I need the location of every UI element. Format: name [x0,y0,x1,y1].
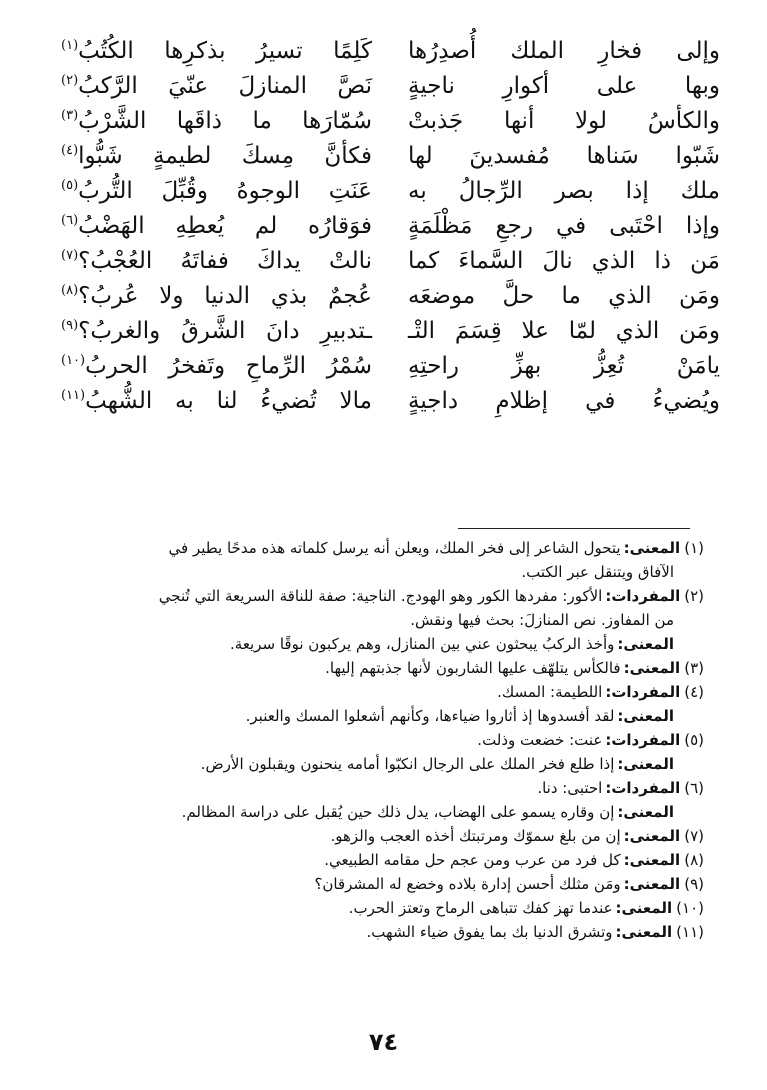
verse-line [60,34,720,69]
footnote-label: المعنى: [623,875,681,893]
verse-second-hemistich [60,69,372,104]
verse-second-hemistich [60,104,372,139]
footnote-number: (٨) [684,851,704,869]
footnote-label: المفردات: [605,779,681,797]
verse-line [60,174,720,209]
footnote-text: إذا طلع فخر الملك على الرجال انكبّوا أمامه ينحنون ويقبلون الأرض. [200,755,615,773]
hemistich-text: مالا تُضيءُ لنا به الشُّهبُ [85,388,372,414]
hemistich-text: نالتْ يداكَ ففاتَهُ العُجْبُ؟ [78,248,372,274]
footnote-reference[interactable]: (٣) [61,108,79,124]
footnote [64,872,704,896]
hemistich-text: كَلِمًا تسيرُ بذكرِها الكُتُبُ [78,38,372,64]
footnote-label: المعنى: [617,707,674,725]
footnote-number: (١٠) [676,899,704,917]
verse-line [60,384,720,419]
footnote-text: ومَن مثلك أحسن إدارة بلاده وخضع له المشرقان؟ [314,875,621,893]
hemistich-text: عَنَتِ الوجوهُ وقُبِّلَ التُّربُ [78,178,372,204]
hemistich-text: سُمْرُ الرِّماحِ وتَفخرُ الحربُ [85,353,372,379]
verse-first-hemistich: يامَنْ تُعِزُّ بهزِّ راحتِهِ [408,353,720,379]
footnote-reference[interactable]: (١) [61,38,79,54]
verse-second-hemistich [60,174,372,209]
footnote [64,776,704,800]
footnote [64,896,704,920]
footnote-text: وتشرق الدنيا بك بما يفوق ضياء الشهب. [366,923,613,941]
footnote-reference[interactable]: (٦) [61,213,79,229]
verse-line [60,349,720,384]
footnote-label: المعنى: [617,755,674,773]
footnote-text: إن وقاره يسمو على الهضاب، يدل ذلك حين يُقبل على دراسة المظالم. [181,803,615,821]
footnote-reference[interactable]: (٩) [61,318,79,334]
footnote-label: المفردات: [605,587,681,605]
verse-first-hemistich: ويُضيءُ في إظلامِ داجيةٍ [408,388,720,414]
verse-line [60,314,720,349]
footnote [64,848,704,872]
footnotes [64,536,704,944]
verse-first-hemistich: ملك إذا بصر الرِّجالُ به [408,178,720,204]
footnote [64,752,704,776]
footnote-label: المفردات: [605,683,681,701]
footnote-text: يتحول الشاعر إلى فخر الملك، ويعلن أنه يرسل كلماته هذه مدحًا يطير في [168,539,621,557]
footnote-text: الأكور: مفردها الكور وهو الهودج. الناجية: صفة للناقة السريعة التي تُنجي [158,587,603,605]
footnote-text: اللطيمة: المسك. [497,683,603,701]
footnote-text: وأخذ الركبُ يبحثون عني بين المنازل، وهم يركبون نوقًا سريعة. [230,635,615,653]
verse-line [60,244,720,279]
verse-first-hemistich: ومَن الذي لمّا علا قِسَمَ التْـ [408,318,720,344]
verse-line [60,209,720,244]
verse-first-hemistich: مَن ذا الذي نالَ السَّماءَ كما [408,248,720,274]
footnote-label: المعنى: [623,659,681,677]
hemistich-text: ـتدبيرِ دانَ الشَّرقُ والغربُ؟ [78,318,372,344]
hemistich-text: فوَقارُه لم يُعطِهِ الهَضْبُ [78,213,372,239]
footnote-continuation: من المفاوز. نص المنازلَ: بحث فيها ونقش. [410,611,674,629]
verse-line [60,69,720,104]
footnote [64,632,704,656]
footnote-number: (٢) [684,587,704,605]
verse-second-hemistich [60,384,372,419]
footnote-text: إن من بلغ سموّك ومرتبتك أخذه العجب والزهو. [330,827,621,845]
poem [60,34,720,419]
footnote [64,536,704,584]
footnote-reference[interactable]: (٨) [61,283,79,299]
footnote [64,584,704,632]
footnote-reference[interactable]: (٢) [61,73,79,89]
footnote [64,704,704,728]
footnote-number: (٤) [684,683,704,701]
footnote [64,680,704,704]
footnote-number: (٦) [684,779,704,797]
verse-second-hemistich [60,279,372,314]
verse-second-hemistich [60,139,372,174]
footnote-label: المعنى: [615,899,673,917]
verse-second-hemistich [60,314,372,349]
footnote-text: عندما تهز كفك تتباهى الرماح وتعتز الحرب. [348,899,613,917]
footnote [64,824,704,848]
footnote-reference[interactable]: (١٠) [61,353,86,369]
footnote-number: (٩) [684,875,704,893]
verse-second-hemistich [60,244,372,279]
footnote-reference[interactable]: (٧) [61,248,79,264]
footnote-label: المعنى: [617,803,674,821]
footnote [64,656,704,680]
footnote-number: (١١) [676,923,704,941]
footnote-reference[interactable]: (٤) [61,143,79,159]
footnote-label: المعنى: [623,827,681,845]
verse-line [60,104,720,139]
footnote-label: المعنى: [617,635,674,653]
footnote-label: المفردات: [605,731,681,749]
verse-first-hemistich: شَبّوا سَناها مُفسدينَ لها [408,143,720,169]
footnote-label: المعنى: [623,539,681,557]
footnote-label: المعنى: [615,923,673,941]
verse-line [60,139,720,174]
hemistich-text: سُمّارَها ما ذاقَها الشَّرْبُ [78,108,372,134]
footnote-reference[interactable]: (٥) [61,178,79,194]
verse-first-hemistich: وبها على أكوارِ ناجيةٍ [408,73,720,99]
footnote-separator [458,528,690,529]
footnote [64,920,704,944]
verse-first-hemistich: والكأسُ لولا أنها جَذبتْ [408,108,720,134]
page-number: ٧٤ [368,1028,399,1056]
footnote-text: لقد أفسدوها إذ أثاروا ضياءها، وكأنهم أشعلوا المسك والعنبر. [245,707,615,725]
footnote-number: (٣) [684,659,704,677]
hemistich-text: فكأنَّ مِسكَ لطيمةٍ شَبُّوا [78,143,372,169]
footnote-number: (١) [684,539,704,557]
verse-second-hemistich [60,34,372,69]
footnote-text: احتبى: دنا. [537,779,603,797]
verse-first-hemistich: وإذا احْتَبى في رجعِ مَظْلَمَةٍ [408,213,720,239]
hemistich-text: نَصَّ المنازلَ عنّيَ الرَّكبُ [78,73,372,99]
footnote-reference[interactable]: (١١) [61,388,86,404]
hemistich-text: عُجمٌ بذي الدنيا ولا عُربُ؟ [78,283,372,309]
footnote-label: المعنى: [623,851,681,869]
footnote-number: (٥) [684,731,704,749]
verse-first-hemistich: وإلى فخارِ الملك أُصدِرُها [408,38,720,64]
footnote-text: كل فرد من عرب ومن عجم حل مقامه الطبيعي. [324,851,621,869]
verse-second-hemistich [60,209,372,244]
footnote-number: (٧) [684,827,704,845]
footnote [64,728,704,752]
footnote-continuation: الآفاق ويتنقل عبر الكتب. [521,563,674,581]
footnote [64,800,704,824]
verse-first-hemistich: ومَن الذي ما حلَّ موضعَه [408,283,720,309]
footnote-text: فالكأس يتلهّف عليها الشاربون لأنها جذبتهم إليها. [325,659,621,677]
footnote-text: عنت: خضعت وذلت. [477,731,603,749]
verse-second-hemistich [60,349,372,384]
verse-line [60,279,720,314]
